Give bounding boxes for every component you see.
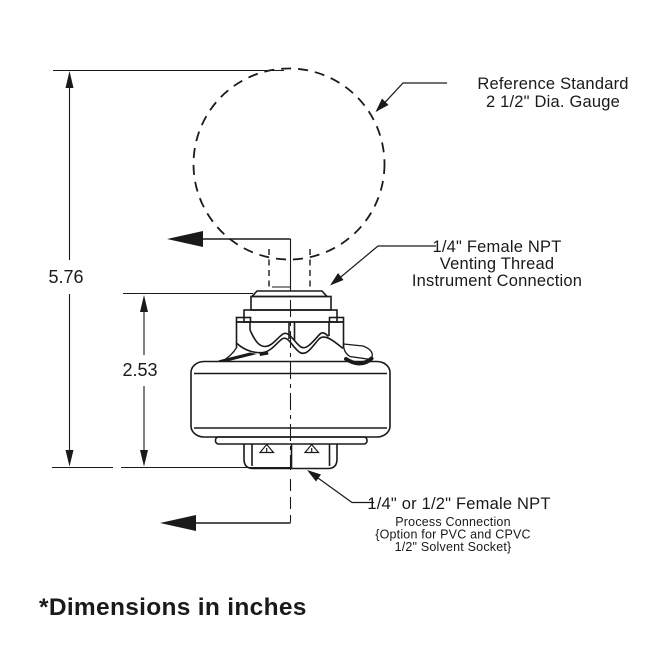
dimension-body-height [123, 294, 253, 467]
vent-callout-line1: 1/4" Female NPT [432, 238, 562, 256]
dimension-overall-height [53, 71, 284, 467]
step-flange [216, 437, 368, 444]
port-notch-right [305, 445, 319, 453]
datum-arrow-bottom [160, 515, 291, 531]
gauge-stem-hidden-lines [269, 249, 310, 291]
brand-mark [218, 352, 269, 362]
leader-gauge [376, 83, 448, 112]
process-callout-title: 1/4" or 1/2" Female NPT [367, 495, 551, 513]
reference-gauge-circle [194, 69, 385, 260]
dimension-value-overall: 5.76 [48, 267, 84, 287]
labels [39, 75, 629, 621]
process-callout-line3: 1/2" Solvent Socket} [394, 540, 512, 554]
process-callout-line2: {Option for PVC and CPVC [375, 527, 531, 542]
arrowhead-down [140, 450, 148, 467]
arrowhead-down [66, 450, 74, 467]
arrowhead-up [140, 295, 148, 312]
leader-process [307, 470, 374, 503]
dimension-value-body: 2.53 [122, 360, 158, 380]
gauge-callout-line2: 2 1/2" Dia. Gauge [485, 93, 621, 111]
arrowhead-up [66, 71, 74, 88]
crown-side-tab [344, 344, 373, 360]
vent-callout-line3: Instrument Connection [411, 272, 583, 290]
vent-callout-line2: Venting Thread [439, 255, 555, 273]
footnote: *Dimensions in inches [39, 594, 307, 621]
port-notch-left [260, 445, 274, 453]
datum-arrow-top [167, 231, 291, 247]
gauge-callout-line1: Reference Standard [477, 75, 629, 93]
process-callout-line1: Process Connection [395, 515, 511, 529]
